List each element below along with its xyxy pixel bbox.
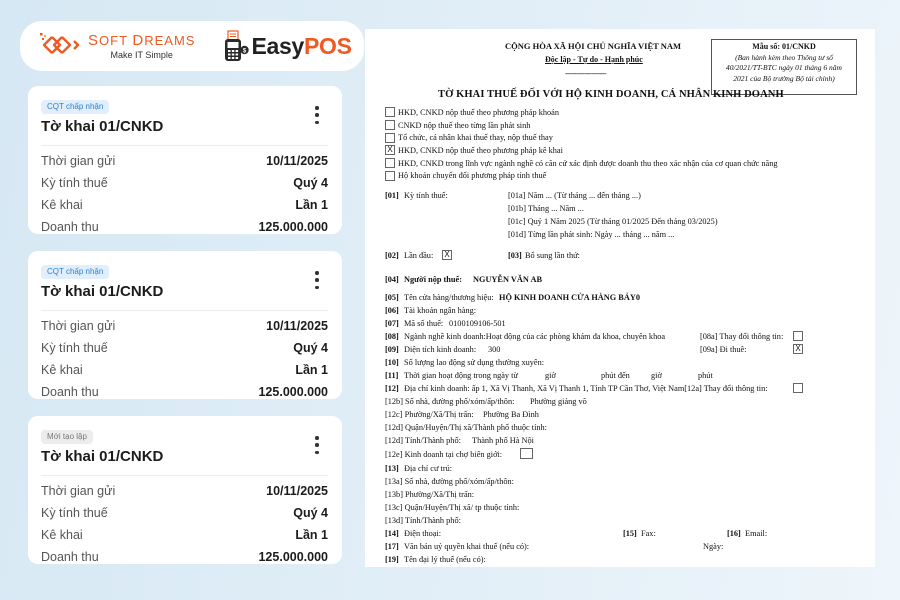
checkbox-label: HKD, CNKD trong lĩnh vực ngành nghề có căn cứ xác định được doanh thu theo xác nhận của cơ quan chức năng [398,158,778,168]
field-label: [13d] Tỉnh/Thành phố: [385,516,461,525]
field-code: [04] [385,275,399,284]
pos-terminal-icon [223,30,249,62]
checklist-item [385,144,778,157]
status-badge: Mới tạo lập [41,430,93,444]
declaration-card[interactable] [28,86,342,234]
taxpayer-type-checklist [385,106,778,182]
row-label: Kê khai [41,528,83,542]
row-value: Quý 4 [293,506,328,520]
field-label: [12c] Phường/Xã/Thị trấn: [385,410,474,419]
field-label: Địa chỉ cư trú: [404,464,453,473]
more-vertical-icon [315,106,319,110]
info-row-sent-time [41,315,328,337]
field-label: Bổ sung lần thứ: [525,251,580,260]
field-code: [15] [623,529,637,538]
field-code: [14] [385,529,399,538]
tax-form-document [365,29,875,567]
declaration-card[interactable] [28,251,342,399]
checkbox[interactable] [385,158,395,168]
field-code: [12] [385,384,399,393]
minute-to-label: phút đến [601,371,630,380]
info-row-declaration [41,194,328,216]
field-label: Diện tích kinh doanh: [404,345,477,354]
row-value: 125.000.000 [258,550,328,564]
field-label: Ngày: [703,542,724,551]
declaration-card[interactable] [28,416,342,564]
field-code: [02] [385,251,399,260]
row-label: Thời gian gửi [41,154,116,168]
field-label: [12e] Kinh doanh tại chợ biên giới: [385,450,503,459]
field-label: Kỳ tính thuế: [404,191,448,200]
hour-label: giờ [545,371,556,380]
form-code-box [711,39,857,95]
status-badge: CQT chấp nhận [41,265,109,279]
softdreams-name: SOFT DREAMS [88,32,196,49]
field-code: [13] [385,464,399,473]
easypos-logo [223,30,351,62]
field-label: Thời gian hoạt động trong ngày từ [404,371,518,380]
field-label: [12b] Số nhà, đường phố/xóm/ấp/thôn: [385,397,515,406]
card-title: Tờ khai 01/CNKD [41,283,164,300]
field-value: Thành phố Hà Nội [472,436,534,445]
field-code: [10] [385,358,399,367]
field-label: Email: [745,529,768,538]
business-area: 300 [488,345,501,354]
border-market-checkbox[interactable] [520,448,533,459]
row-value: 10/11/2025 [266,484,328,498]
checkbox[interactable] [385,107,395,117]
checklist-item [385,131,778,144]
field-code: [11] [385,371,399,380]
period-option-occurrence: [01d] Từng lần phát sinh: Ngày ... tháng ... năm ... [508,230,675,239]
info-row-tax-period [41,502,328,524]
checklist-item [385,119,778,132]
row-label: Kỳ tính thuế [41,341,108,355]
info-row-tax-period [41,337,328,359]
row-label: Doanh thu [41,385,99,399]
softdreams-tagline: Make IT Simple [110,50,173,60]
hour-label: giờ [651,371,662,380]
checkbox-checked[interactable]: X [385,145,395,155]
info-row-declaration [41,359,328,381]
row-value: Quý 4 [293,176,328,190]
row-value: 125.000.000 [258,385,328,399]
field-code: [08] [385,332,399,341]
tax-id-value: 0100109106-501 [449,319,506,328]
separator: ------------------- [565,69,607,78]
field-code: [06] [385,306,399,315]
more-vertical-icon [315,271,319,275]
field-label: Văn bản uỷ quyền khai thuế (nếu có): [404,542,530,551]
field-label: Điện thoại: [404,529,442,538]
field-code: [17] [385,542,399,551]
form-code: Mẫu số: 01/CNKD [752,42,816,51]
row-label: Doanh thu [41,550,99,564]
checkbox[interactable] [385,171,395,181]
info-row-revenue [41,546,328,568]
field-label: [12d] Quận/Huyện/Thị xã/Thành phố thuộc tỉnh: [385,423,547,432]
field-code: [07] [385,319,399,328]
divider [41,145,328,146]
field-label: [13c] Quận/Huyện/Thị xã/ tp thuộc tỉnh: [385,503,520,512]
document-title: TỜ KHAI THUẾ ĐỐI VỚI HỘ KINH DOANH, CÁ NHÂN KINH DOANH [438,89,784,100]
form-desc-line: (Ban hành kèm theo Thông tư số [735,52,833,62]
field-label: Tài khoản ngân hàng: [404,306,477,315]
more-options-button[interactable] [312,106,322,124]
checkbox-label: Hộ khoán chuyển đổi phương pháp tính thuế [398,171,547,181]
field-label: [08a] Thay đổi thông tin: [700,332,784,341]
divider [41,475,328,476]
row-label: Kỳ tính thuế [41,506,108,520]
rented-checkbox[interactable]: X [793,344,803,354]
row-label: Doanh thu [41,220,99,234]
field-value: Phường giảng võ [530,397,587,406]
info-row-tax-period [41,172,328,194]
field-code: [19] [385,555,399,564]
logo-bar [20,21,364,71]
field-code: [05] [385,293,399,302]
row-value: 10/11/2025 [266,319,328,333]
divider [41,310,328,311]
period-option-year: [01a] Năm ... (Từ tháng ... đến tháng ...) [508,191,641,200]
row-label: Kê khai [41,198,83,212]
field-code: [09] [385,345,399,354]
field-label: [13a] Số nhà, đường phố/xóm/ấp/thôn: [385,477,514,486]
field-label: Fax: [641,529,656,538]
field-label: [12d] Tỉnh/Thành phố: [385,436,461,445]
business-line: Ngành nghề kinh doanh:Hoạt động của các phòng khám đa khoa, chuyên khoa [404,332,666,341]
row-value: 10/11/2025 [266,154,328,168]
row-label: Kỳ tính thuế [41,176,108,190]
softdreams-logo [38,31,195,61]
checkbox-label: CNKD nộp thuế theo từng lần phát sinh [398,120,531,130]
info-row-sent-time [41,150,328,172]
checkbox-label: HKD, CNKD nộp thuế theo phương pháp khoán [398,107,559,117]
easypos-name: EasyPOS [251,32,352,59]
row-value: Lần 1 [295,198,328,212]
card-title: Tờ khai 01/CNKD [41,448,164,465]
svg-text:$: $ [243,48,247,55]
form-desc-line: 40/2021/TT-BTC ngày 01 tháng 6 năm [726,63,842,72]
field-code: [01] [385,191,399,200]
field-label: [13b] Phường/Xã/Thị trấn: [385,490,475,499]
checkbox[interactable] [385,133,395,143]
row-label: Kê khai [41,363,83,377]
first-time-checkbox[interactable]: X [442,250,452,260]
field-label: Số lượng lao động sử dụng thường xuyên: [404,358,545,367]
field-label: Người nộp thuế: [404,275,462,284]
nation-motto: Độc lập - Tự do - Hạnh phúc [545,55,643,64]
checkbox-label: Tổ chức, cá nhân khai thuế thay, nộp thuế thay [398,133,553,143]
form-desc-line: 2021 của Bộ trưởng Bộ tài chính) [733,73,835,83]
row-value: Lần 1 [295,528,328,542]
row-value: 125.000.000 [258,220,328,234]
info-row-declaration [41,524,328,546]
field-label: Tên cửa hàng/thương hiệu: [404,293,494,302]
row-label: Thời gian gửi [41,319,116,333]
business-address: Địa chỉ kinh doanh: ấp 1, Xã Vị Thanh, Xã Vị Thanh 1, Tỉnh TP Cần Thơ, Việt Nam[12a] Thay đổi thông tin: [404,384,768,393]
field-value: Phường Ba Đình [483,410,539,419]
info-row-revenue [41,216,328,238]
checklist-item [385,106,778,119]
info-row-sent-time [41,480,328,502]
row-value: Lần 1 [295,363,328,377]
minute-label: phút [698,371,713,380]
period-option-quarter: [01c] Quý 1 Năm 2025 (Từ tháng 01/2025 Đến tháng 03/2025) [508,217,718,226]
change-info-checkbox[interactable] [793,331,803,341]
period-option-month: [01b] Tháng ... Năm ... [508,204,584,213]
checkbox[interactable] [385,120,395,130]
info-row-revenue [41,381,328,403]
change-address-checkbox[interactable] [793,383,803,393]
checkbox-label: HKD, CNKD nộp thuế theo phương pháp kê khai [398,145,563,155]
field-label: Lần đầu: [404,251,434,260]
card-title: Tờ khai 01/CNKD [41,118,164,135]
more-options-button[interactable] [312,271,322,289]
field-label: Tên đại lý thuế (nếu có): [404,555,486,564]
field-label: [09a] Đi thuê: [700,345,747,354]
field-code: [03] [508,251,522,260]
row-value: Quý 4 [293,341,328,355]
field-code: [16] [727,529,741,538]
checklist-item [385,157,778,170]
more-vertical-icon [315,436,319,440]
row-label: Thời gian gửi [41,484,116,498]
store-name: HỘ KINH DOANH CỬA HÀNG BẢY0 [499,293,640,302]
more-options-button[interactable] [312,436,322,454]
status-badge: CQT chấp nhận [41,100,109,114]
taxpayer-name: NGUYỄN VĂN AB [473,275,542,284]
field-label: Mã số thuế: [404,319,444,328]
softdreams-logo-icon [38,31,82,61]
nation-header: CỘNG HÒA XÃ HỘI CHỦ NGHĨA VIỆT NAM [505,41,682,51]
checklist-item [385,169,778,182]
